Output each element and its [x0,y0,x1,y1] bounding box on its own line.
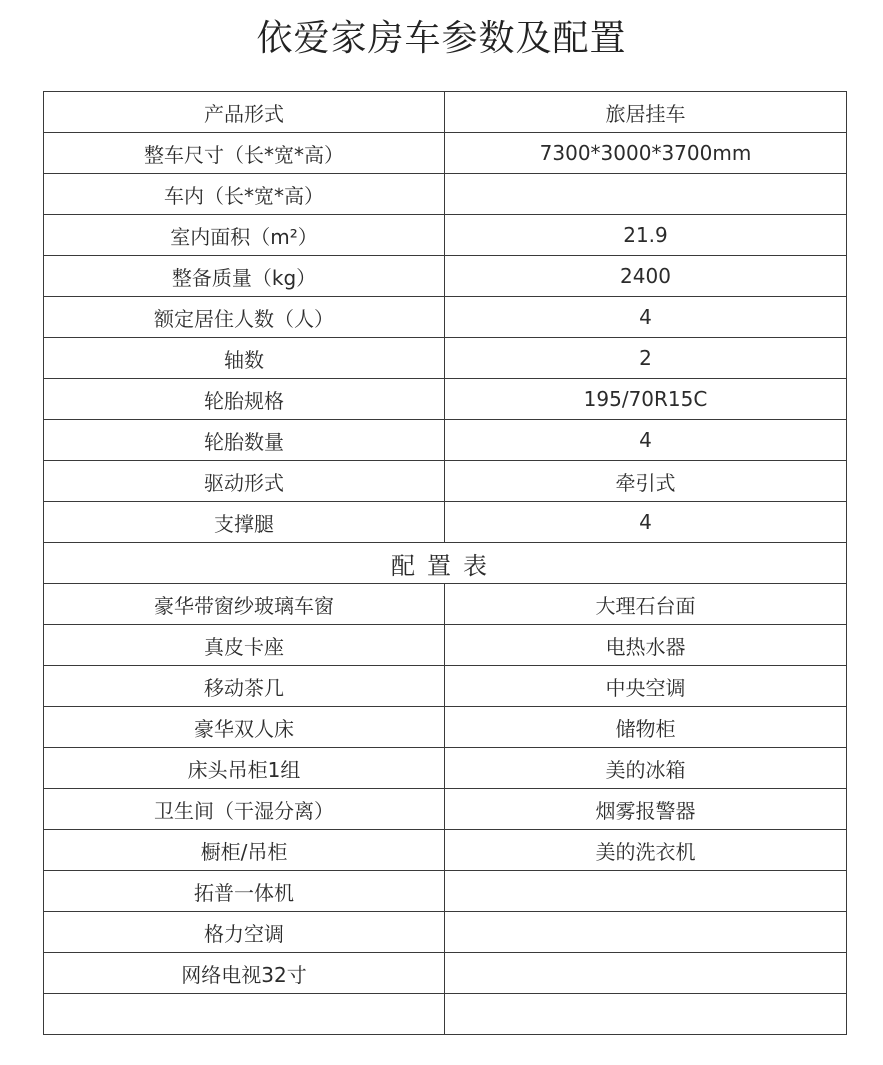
spec-value: 7300*3000*3700mm [445,133,847,174]
spec-value: 牵引式 [445,461,847,502]
spec-row [44,420,847,461]
config-item-left: 豪华带窗纱玻璃车窗 [44,584,445,625]
config-row [44,912,847,953]
config-item-right: 大理石台面 [445,584,847,625]
spec-value: 195/70R15C [445,379,847,420]
spec-label: 轮胎数量 [44,420,445,461]
config-item-right: 烟雾报警器 [445,789,847,830]
config-row [44,789,847,830]
spec-row [44,92,847,133]
spec-label: 整车尺寸（长*宽*高） [44,133,445,174]
config-section-title: 配置表 [44,543,847,584]
config-item-right [445,953,847,994]
spec-label: 额定居住人数（人） [44,297,445,338]
spec-value: 4 [445,420,847,461]
config-row [44,871,847,912]
config-item-right: 美的冰箱 [445,748,847,789]
config-row [44,707,847,748]
spec-value [445,174,847,215]
spec-table [43,91,847,1035]
table-body [44,92,847,1035]
config-item-right [445,912,847,953]
spec-value: 2 [445,338,847,379]
config-item-left: 拓普一体机 [44,871,445,912]
config-item-left: 床头吊柜1组 [44,748,445,789]
spec-label: 轮胎规格 [44,379,445,420]
config-item-left: 格力空调 [44,912,445,953]
config-row [44,953,847,994]
config-item-right [445,994,847,1035]
spec-label: 支撑腿 [44,502,445,543]
config-row [44,748,847,789]
config-row [44,994,847,1035]
spec-row [44,338,847,379]
spec-row [44,215,847,256]
spec-label: 轴数 [44,338,445,379]
spec-value: 4 [445,297,847,338]
config-item-left: 橱柜/吊柜 [44,830,445,871]
config-item-left: 移动茶几 [44,666,445,707]
spec-label: 车内（长*宽*高） [44,174,445,215]
spec-label: 室内面积（m²） [44,215,445,256]
config-item-left: 网络电视32寸 [44,953,445,994]
config-item-left: 卫生间（干湿分离） [44,789,445,830]
spec-row [44,461,847,502]
spec-label: 整备质量（kg） [44,256,445,297]
config-row [44,830,847,871]
spec-value: 21.9 [445,215,847,256]
config-item-right [445,871,847,912]
config-item-right: 储物柜 [445,707,847,748]
config-item-left: 豪华双人床 [44,707,445,748]
spec-row [44,379,847,420]
config-item-right: 中央空调 [445,666,847,707]
config-row [44,666,847,707]
page-title: 依爱家房车参数及配置 [256,18,627,59]
spec-row [44,502,847,543]
spec-label: 驱动形式 [44,461,445,502]
config-section-row [44,543,847,584]
config-item-left: 真皮卡座 [44,625,445,666]
spec-value: 旅居挂车 [445,92,847,133]
spec-row [44,256,847,297]
spec-value: 2400 [445,256,847,297]
config-item-left [44,994,445,1035]
config-row [44,625,847,666]
config-row [44,584,847,625]
spec-row [44,174,847,215]
config-item-right: 电热水器 [445,625,847,666]
config-item-right: 美的洗衣机 [445,830,847,871]
spec-label: 产品形式 [44,92,445,133]
spec-row [44,297,847,338]
spec-row [44,133,847,174]
spec-value: 4 [445,502,847,543]
